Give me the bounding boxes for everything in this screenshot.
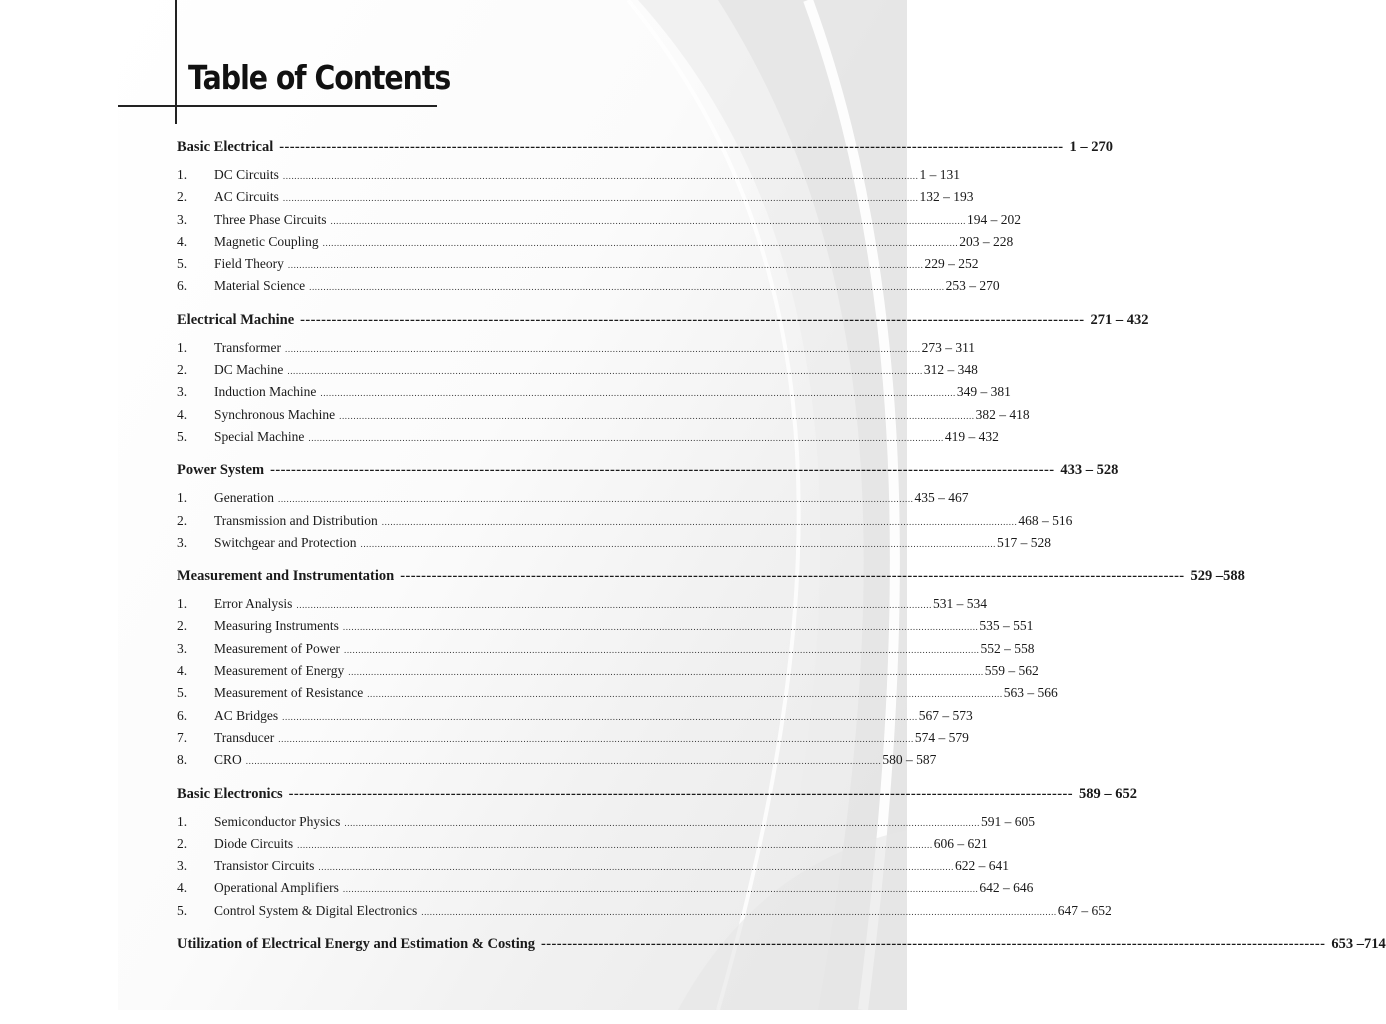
toc-section [177, 783, 1137, 922]
entry-number: 2. [177, 189, 188, 205]
section-page-range: 589 – 652 [1078, 785, 1137, 802]
entry-page-range: 132 – 193 [919, 189, 974, 205]
section-leader: ------------------------------------------------------------------------------------------------------------------------------------------------------ [400, 568, 1185, 585]
entry-leader: ............................................................................................................................................................................................................................... [342, 622, 979, 633]
entry-title: Generation [214, 490, 274, 506]
entry-leader: ............................................................................................................................................................................................................................... [282, 193, 919, 204]
toc-entry[interactable] [177, 727, 969, 749]
entry-number: 1. [177, 167, 188, 182]
entry-number: 4. [177, 233, 188, 249]
entry-leader: ............................................................................................................................................................................................................................... [285, 343, 921, 354]
entry-page-range: 552 – 558 [980, 640, 1035, 656]
entry-leader: ............................................................................................................................................................................................................................... [339, 410, 975, 421]
entry-page-range: 312 – 348 [923, 362, 978, 378]
section-leader: ------------------------------------------------------------------------------------------------------------------------------------------------------ [279, 139, 1064, 155]
entry-page-range: 435 – 467 [914, 490, 969, 506]
section-title: Utilization of Electrical Energy and Estimation & Costing [177, 936, 536, 953]
entry-number: 1. [177, 339, 188, 355]
entry-title: Material Science [214, 278, 306, 294]
entry-page-range: 382 – 418 [975, 406, 1030, 422]
entry-leader: ............................................................................................................................................................................................................................... [287, 260, 924, 271]
entry-leader: ............................................................................................................................................................................................................................... [297, 839, 933, 850]
document-page [118, 0, 1386, 1010]
toc-entry[interactable] [177, 337, 976, 359]
entry-title: Switchgear and Protection [214, 534, 357, 550]
entry-leader: ............................................................................................................................................................................................................................... [343, 644, 980, 655]
toc-entry[interactable] [177, 682, 1058, 704]
entry-number: 4. [177, 406, 188, 422]
toc-entry[interactable] [177, 186, 974, 208]
toc-entry[interactable] [177, 404, 1030, 426]
entry-page-range: 419 – 432 [944, 428, 999, 444]
entry-leader: ............................................................................................................................................................................................................................... [360, 538, 997, 549]
toc-section [177, 459, 1119, 554]
entry-title: Special Machine [214, 428, 305, 444]
section-title: Electrical Machine [177, 311, 295, 328]
entry-number: 4. [177, 663, 188, 679]
entry-leader: ............................................................................................................................................................................................................................... [367, 689, 1003, 700]
entry-title: Transistor Circuits [214, 858, 315, 874]
toc-entry[interactable] [177, 231, 1014, 253]
entry-title: Field Theory [214, 256, 284, 272]
entry-title: Magnetic Coupling [214, 233, 319, 249]
toc-section [177, 136, 1114, 298]
entry-page-range: 591 – 605 [980, 813, 1035, 829]
table-of-contents [177, 136, 1386, 966]
toc-entry[interactable] [177, 426, 999, 448]
toc-entry[interactable] [177, 638, 1035, 660]
section-page-range: 433 – 528 [1060, 462, 1119, 479]
entry-title: Induction Machine [214, 384, 317, 400]
section-item-list [177, 164, 1022, 298]
entry-title: DC Circuits [214, 167, 279, 182]
entry-number: 2. [177, 362, 188, 378]
section-item-list [177, 593, 1058, 771]
entry-page-range: 273 – 311 [921, 339, 976, 355]
toc-entry[interactable] [177, 855, 1009, 877]
toc-section [177, 309, 1149, 448]
toc-entry[interactable] [177, 510, 1073, 532]
section-leader: ------------------------------------------------------------------------------------------------------------------------------------------------------ [541, 936, 1326, 953]
entry-number: 8. [177, 752, 188, 768]
section-item-list [177, 337, 1030, 448]
entry-number: 4. [177, 880, 188, 896]
entry-leader: ............................................................................................................................................................................................................................... [245, 756, 882, 767]
entry-leader: ............................................................................................................................................................................................................................... [421, 906, 1057, 917]
section-item-list [177, 487, 1073, 554]
section-title: Measurement and Instrumentation [177, 568, 395, 585]
section-item-list [177, 811, 1112, 922]
entry-title: Three Phase Circuits [214, 211, 327, 227]
toc-entry[interactable] [177, 900, 1112, 922]
entry-page-range: 531 – 534 [932, 596, 987, 612]
entry-leader: ............................................................................................................................................................................................................................... [287, 366, 923, 377]
entry-title: Measurement of Resistance [214, 685, 364, 701]
toc-entry[interactable] [177, 593, 987, 615]
entry-number: 3. [177, 640, 188, 656]
entry-page-range: 574 – 579 [914, 729, 969, 745]
section-heading[interactable] [177, 136, 1114, 158]
entry-leader: ............................................................................................................................................................................................................................... [318, 862, 954, 873]
section-title: Power System [177, 462, 265, 479]
entry-leader: ............................................................................................................................................................................................................................... [278, 733, 914, 744]
entry-number: 5. [177, 902, 188, 918]
entry-page-range: 535 – 551 [979, 618, 1034, 634]
toc-section [177, 933, 1386, 955]
entry-page-range: 203 – 228 [959, 233, 1014, 249]
toc-entry[interactable] [177, 811, 1035, 833]
entry-page-range: 567 – 573 [918, 707, 973, 723]
entry-number: 2. [177, 835, 188, 851]
entry-page-range: 468 – 516 [1018, 512, 1073, 528]
section-title: Basic Electrical [177, 139, 274, 155]
toc-entry[interactable] [177, 615, 1034, 637]
entry-page-range: 517 – 528 [997, 534, 1052, 550]
entry-number: 3. [177, 858, 188, 874]
entry-leader: ............................................................................................................................................................................................................................... [348, 667, 984, 678]
toc-entry[interactable] [177, 532, 1052, 554]
entry-title: Error Analysis [214, 596, 293, 612]
entry-page-range: 253 – 270 [945, 278, 1000, 294]
entry-title: Transmission and Distribution [214, 512, 378, 528]
entry-page-range: 229 – 252 [924, 256, 979, 272]
toc-entry[interactable] [177, 253, 979, 275]
section-leader: ------------------------------------------------------------------------------------------------------------------------------------------------------ [270, 462, 1055, 479]
entry-page-range: 1 – 131 [919, 167, 960, 182]
entry-number: 2. [177, 512, 188, 528]
entry-number: 6. [177, 707, 188, 723]
entry-number: 6. [177, 278, 188, 294]
entry-leader: ............................................................................................................................................................................................................................... [277, 494, 914, 505]
entry-title: Measurement of Power [214, 640, 340, 656]
entry-number: 5. [177, 685, 188, 701]
entry-title: AC Circuits [214, 189, 279, 205]
entry-page-range: 559 – 562 [984, 663, 1039, 679]
entry-number: 3. [177, 384, 188, 400]
toc-entry[interactable] [177, 209, 1022, 231]
section-page-range: 653 –714 [1331, 936, 1386, 953]
entry-title: Diode Circuits [214, 835, 294, 851]
section-page-range: 1 – 270 [1069, 139, 1114, 155]
entry-page-range: 349 – 381 [956, 384, 1011, 400]
page-title: Table of Contents [188, 58, 451, 97]
entry-leader: ............................................................................................................................................................................................................................... [308, 432, 944, 443]
title-horizontal-rule [118, 105, 437, 107]
entry-page-range: 622 – 641 [954, 858, 1009, 874]
entry-title: Transducer [214, 729, 275, 745]
entry-title: CRO [214, 752, 242, 768]
section-title: Basic Electronics [177, 785, 283, 802]
toc-entry[interactable] [177, 381, 1011, 403]
entry-leader: ............................................................................................................................................................................................................................... [309, 282, 945, 293]
entry-title: DC Machine [214, 362, 284, 378]
toc-entry[interactable] [177, 275, 1000, 297]
toc-entry[interactable] [177, 833, 988, 855]
entry-title: Semiconductor Physics [214, 813, 341, 829]
entry-title: Control System & Digital Electronics [214, 902, 418, 918]
section-heading[interactable] [177, 565, 1245, 587]
section-leader: ------------------------------------------------------------------------------------------------------------------------------------------------------ [288, 785, 1073, 802]
entry-title: Measuring Instruments [214, 618, 339, 634]
toc-entry[interactable] [177, 877, 1034, 899]
toc-entry[interactable] [177, 660, 1039, 682]
entry-leader: ............................................................................................................................................................................................................................... [342, 884, 979, 895]
entry-page-range: 647 – 652 [1057, 902, 1112, 918]
entry-number: 5. [177, 256, 188, 272]
entry-leader: ............................................................................................................................................................................................................................... [322, 237, 959, 248]
section-heading[interactable] [177, 459, 1119, 481]
entry-title: Operational Amplifiers [214, 880, 339, 896]
section-heading[interactable] [177, 933, 1386, 955]
entry-page-range: 606 – 621 [933, 835, 988, 851]
entry-number: 1. [177, 490, 188, 506]
entry-title: Synchronous Machine [214, 406, 336, 422]
entry-leader: ............................................................................................................................................................................................................................... [320, 388, 956, 399]
toc-section [177, 565, 1245, 771]
section-page-range: 271 – 432 [1090, 311, 1149, 328]
entry-number: 2. [177, 618, 188, 634]
entry-title: Transformer [214, 339, 281, 355]
entry-leader: ............................................................................................................................................................................................................................... [344, 817, 980, 828]
entry-number: 1. [177, 813, 188, 829]
entry-leader: ............................................................................................................................................................................................................................... [282, 711, 918, 722]
entry-number: 3. [177, 211, 188, 227]
entry-number: 1. [177, 596, 188, 612]
entry-leader: ............................................................................................................................................................................................................................... [381, 516, 1018, 527]
toc-entry[interactable] [177, 164, 960, 186]
section-page-range: 529 –588 [1190, 568, 1245, 585]
entry-number: 3. [177, 534, 188, 550]
section-leader: ------------------------------------------------------------------------------------------------------------------------------------------------------ [300, 311, 1085, 328]
section-heading[interactable] [177, 783, 1137, 805]
entry-leader: ............................................................................................................................................................................................................................... [282, 171, 919, 181]
entry-number: 5. [177, 428, 188, 444]
entry-leader: ............................................................................................................................................................................................................................... [330, 215, 967, 226]
toc-entry[interactable] [177, 749, 937, 771]
toc-entry[interactable] [177, 359, 978, 381]
section-heading[interactable] [177, 309, 1149, 331]
entry-title: AC Bridges [214, 707, 279, 723]
toc-entry[interactable] [177, 705, 973, 727]
entry-number: 7. [177, 729, 188, 745]
entry-leader: ............................................................................................................................................................................................................................... [296, 600, 932, 611]
entry-page-range: 194 – 202 [967, 211, 1022, 227]
entry-page-range: 580 – 587 [882, 752, 937, 768]
entry-page-range: 563 – 566 [1003, 685, 1058, 701]
entry-title: Measurement of Energy [214, 663, 345, 679]
toc-entry[interactable] [177, 487, 969, 509]
entry-page-range: 642 – 646 [979, 880, 1034, 896]
